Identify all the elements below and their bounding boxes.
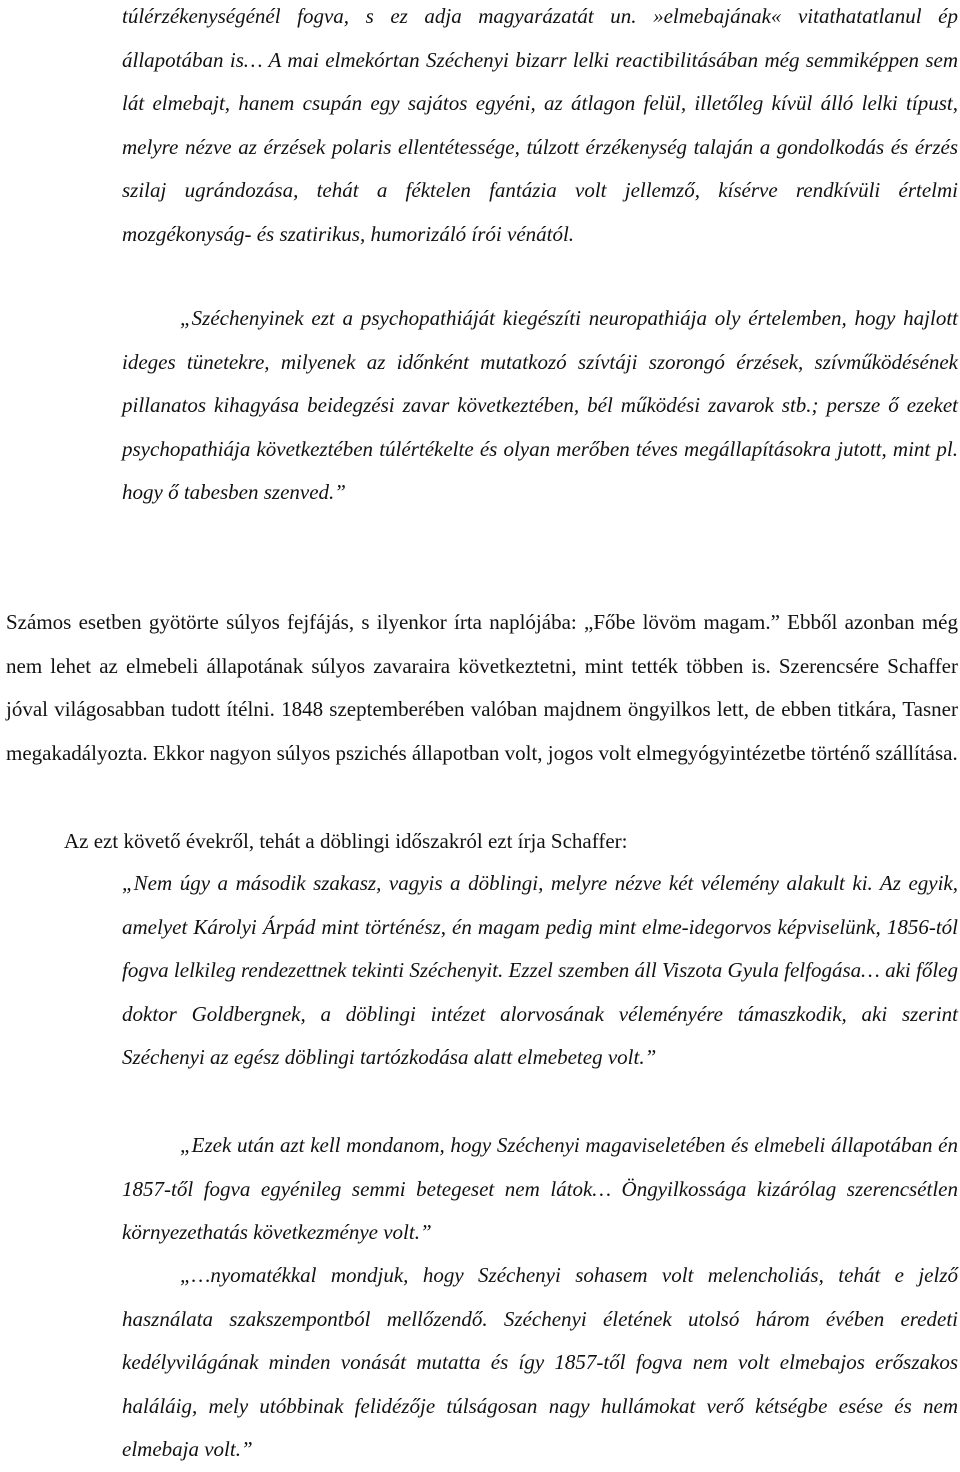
quote-paragraph-2: „Széchenyinek ezt a psychopathiáját kiegészíti neuropathiája oly értelemben, hogy hajlott ideges tünetekre, milyenek az időnként mutatkozó szívtáji szorongó érzések, szívműködésének pillanatos kihagyása beidegzési zavar következtében, bél működési zavarok stb.; persze ő ezeket psychopathiája következtében túlértékelte és olyan merőben téves megállapításokra jutott, mint pl. hogy ő tabesben szenved.”: [122, 306, 958, 505]
quote-paragraph-5: „…nyomatékkal mondjuk, hogy Széchenyi sohasem volt melencholiás, tehát e jelző használata szakszempontból mellőzendő. Széchenyi életének utolsó három évében eredeti kedélyvilágának minden vonását mutatta és így 1857-től fogva nem volt elmebajos erőszakos haláláig, mely utóbbinak felidézője túlságosan nagy hullámokat verő kétségbe esése és nem elmebaja volt.”: [122, 1263, 958, 1462]
quote-paragraph-1: túlérzékenységénél fogva, s ez adja magyarázatát un. »elmebajának« vitathatatlanul ép állapotában is… A mai elmekórtan Széchenyi bizarr lelki reactibilitásában még semmiképpen sem lát elmebajt, hanem csupán egy sajátos egyéni, az átlagon felül, illetőleg kívül álló lelki típust, melyre nézve az érzések polaris ellentétessége, túlzott érzékenység talaján a gondolkodás és érzés szilaj ugrándozása, tehát a féktelen fantázia volt jellemző, kísérve rendkívüli értelmi mozgékonyság- és szatirikus, humorizáló írói vénától.: [122, 4, 958, 246]
quote-paragraph-3: „Nem úgy a második szakasz, vagyis a döblingi, melyre nézve két vélemény alakult ki. Az egyik, amelyet Károlyi Árpád mint történész, én magam pedig mint elme-idegorvos képviselünk, 1856-tól fogva lelkileg rendezettnek tekinti Széchenyit. Ezzel szemben áll Viszota Gyula felfogása… aki főleg doktor Goldbergnek, a döblingi intézet alorvosának véleményére támaszkodik, aki szerint Széchenyi az egész döblingi tartózkodása alatt elmebeteg volt.”: [122, 871, 958, 1070]
body-paragraph-2: Az ezt követő évekről, tehát a döblingi időszakról ezt írja Schaffer:: [64, 829, 628, 853]
body-paragraph-1: Számos esetben gyötörte súlyos fejfájás, s ilyenkor írta naplójába: „Főbe lövöm magam.” Ebből azonban még nem lehet az elmebeli állapotának súlyos zavaraira következtetni, mint tették többen is. Szerencsére Schaffer jóval világosabban tudott ítélni. 1848 szeptemberében valóban majdnem öngyilkos lett, de ebben titkára, Tasner megakadályozta. Ekkor nagyon súlyos pszichés állapotban volt, jogos volt elmegyógyintézetbe történő szállítása.: [6, 610, 958, 766]
quote-paragraph-4: „Ezek után azt kell mondanom, hogy Széchenyi magaviseletében és elmebeli állapotában én 1857-től fogva egyénileg semmi betegeset nem látok… Öngyilkossága kizárólag szerencsétlen környezethatás következménye volt.”: [122, 1133, 958, 1245]
